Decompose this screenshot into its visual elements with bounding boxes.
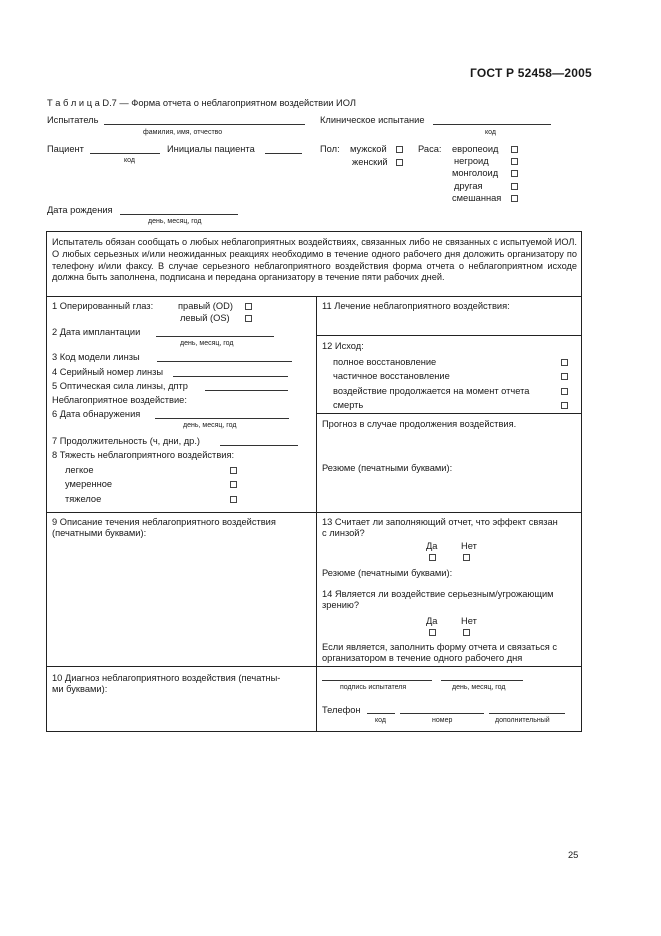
investigator-field[interactable] xyxy=(104,124,305,125)
q14-yes-label: Да xyxy=(426,616,438,626)
divider xyxy=(46,296,582,297)
severity-option: умеренное xyxy=(65,479,113,489)
lens-model-field[interactable] xyxy=(157,361,292,362)
eye-right-checkbox[interactable] xyxy=(245,303,252,310)
prognosis-label: Прогноз в случае продолжения воздействия. xyxy=(322,419,517,429)
signature-date-field[interactable] xyxy=(441,680,523,681)
initials-field[interactable] xyxy=(265,153,302,154)
eye-left-label: левый (OS) xyxy=(180,313,230,323)
q13-label-line1: 13 Считает ли заполняющий отчет, что эффект связан xyxy=(322,517,558,527)
if-yes-line1: Если является, заполнить форму отчета и связаться с xyxy=(322,642,557,652)
table-title: Т а б л и ц а D.7 — Форма отчета о неблагоприятном воздействии ИОЛ xyxy=(47,98,356,108)
q10-label-line2: ми буквами): xyxy=(52,684,108,694)
q8-label: 8 Тяжесть неблагоприятного воздействия: xyxy=(52,450,235,460)
q2-label: 2 Дата имплантации xyxy=(52,327,141,337)
dob-label: Дата рождения xyxy=(47,205,113,215)
race-checkbox[interactable] xyxy=(511,170,518,177)
divider xyxy=(316,413,582,414)
q6-hint: день, месяц, год xyxy=(183,422,237,429)
q14-label-line1: 14 Является ли воздействие серьезным/угрожающим xyxy=(322,589,554,599)
q13-no-checkbox[interactable] xyxy=(463,554,470,561)
phone-ext-field[interactable] xyxy=(489,713,565,714)
race-option: негроид xyxy=(454,156,489,166)
outcome-checkbox[interactable] xyxy=(561,359,568,366)
investigator-label: Испытатель xyxy=(47,115,99,125)
q14-no-label: Нет xyxy=(461,616,477,626)
standard-number: ГОСТ Р 52458—2005 xyxy=(470,66,592,80)
phone-ext-hint: дополнительный xyxy=(495,717,550,724)
eye-right-label: правый (OD) xyxy=(178,301,233,311)
q2-hint: день, месяц, год xyxy=(180,340,234,347)
q5-label: 5 Оптическая сила линзы, дптр xyxy=(52,381,188,391)
summary2-label: Резюме (печатными буквами): xyxy=(322,568,453,578)
phone-code-hint: код xyxy=(375,717,386,724)
q9-label-line1: 9 Описание течения неблагоприятного воздействия xyxy=(52,517,276,527)
outcome-option: частичное восстановление xyxy=(333,371,450,381)
q10-label-line1: 10 Диагноз неблагоприятного воздействия (печатны- xyxy=(52,673,281,683)
signature-field[interactable] xyxy=(322,680,432,681)
outcome-checkbox[interactable] xyxy=(561,388,568,395)
sex-male-label: мужской xyxy=(350,144,387,154)
outcome-checkbox[interactable] xyxy=(561,402,568,409)
dob-field[interactable] xyxy=(120,214,238,215)
race-checkbox[interactable] xyxy=(511,183,518,190)
divider xyxy=(46,666,316,667)
severity-option: тяжелое xyxy=(65,494,102,504)
signature-date-hint: день, месяц, год xyxy=(452,684,506,691)
severity-checkbox[interactable] xyxy=(230,481,237,488)
investigator-hint: фамилия, имя, отчество xyxy=(143,129,223,136)
q11-label: 11 Лечение неблагоприятного воздействия: xyxy=(322,301,510,311)
outcome-option: воздействие продолжается на момент отчета xyxy=(333,386,530,396)
severity-option: легкое xyxy=(65,465,94,475)
severity-checkbox[interactable] xyxy=(230,467,237,474)
trial-code-field[interactable] xyxy=(433,124,551,125)
phone-number-field[interactable] xyxy=(400,713,484,714)
detection-date-field[interactable] xyxy=(155,418,289,419)
q6-label: 6 Дата обнаружения xyxy=(52,409,141,419)
phone-label: Телефон xyxy=(322,705,361,715)
patient-hint: код xyxy=(124,157,135,164)
notice-text: Испытатель обязан сообщать о любых неблагоприятных воздействиях, связанных либо не связанных с испытуемой ИОЛ. О любых серьезных и/или неожиданных реакциях необходимо в течение одного рабочего дня доложить организатору по телефону и/или факсу. В случае серьезного неблагоприятного воздействия форма отчета о неблагоприятном исходе должна быть заполнена, подписана и передана организатору в течение пяти рабочих дней. xyxy=(52,237,577,283)
divider xyxy=(46,512,316,513)
q13-no-label: Нет xyxy=(461,541,477,551)
q12-label: 12 Исход: xyxy=(322,341,364,351)
if-yes-line2: организатором в течение одного рабочего дня xyxy=(322,653,523,663)
divider xyxy=(316,512,582,513)
sex-female-checkbox[interactable] xyxy=(396,159,403,166)
trial-hint: код xyxy=(485,129,496,136)
race-label: Раса: xyxy=(418,144,442,154)
patient-code-field[interactable] xyxy=(90,153,160,154)
trial-label: Клиническое испытание xyxy=(320,115,425,125)
serial-number-field[interactable] xyxy=(173,376,288,377)
duration-field[interactable] xyxy=(220,445,298,446)
q13-yes-label: Да xyxy=(426,541,438,551)
q4-label: 4 Серийный номер линзы xyxy=(52,367,164,377)
summary-label: Резюме (печатными буквами): xyxy=(322,463,453,473)
q9-label-line2: (печатными буквами): xyxy=(52,528,147,538)
race-option: смешанная xyxy=(452,193,502,203)
page-number: 25 xyxy=(568,850,579,860)
dob-hint: день, месяц, год xyxy=(148,218,202,225)
signature-hint: подпись испытателя xyxy=(340,684,407,691)
phone-number-hint: номер xyxy=(432,717,453,724)
initials-label: Инициалы пациента xyxy=(167,144,255,154)
q13-yes-checkbox[interactable] xyxy=(429,554,436,561)
patient-label: Пациент xyxy=(47,144,84,154)
outcome-option: смерть xyxy=(333,400,364,410)
divider xyxy=(316,666,582,667)
severity-checkbox[interactable] xyxy=(230,496,237,503)
lens-power-field[interactable] xyxy=(205,390,288,391)
q3-label: 3 Код модели линзы xyxy=(52,352,140,362)
implant-date-field[interactable] xyxy=(156,336,274,337)
q14-yes-checkbox[interactable] xyxy=(429,629,436,636)
outcome-option: полное восстановление xyxy=(333,357,437,367)
q14-no-checkbox[interactable] xyxy=(463,629,470,636)
race-option: другая xyxy=(454,181,483,191)
adverse-label: Неблагоприятное воздействие: xyxy=(52,395,187,405)
divider xyxy=(316,335,582,336)
q13-label-line2: с линзой? xyxy=(322,528,365,538)
outcome-checkbox[interactable] xyxy=(561,373,568,380)
q1-label: 1 Оперированный глаз: xyxy=(52,301,154,311)
eye-left-checkbox[interactable] xyxy=(245,315,252,322)
q14-label-line2: зрению? xyxy=(322,600,360,610)
race-option: европеоид xyxy=(452,144,499,154)
race-option: монголоид xyxy=(452,168,499,178)
q7-label: 7 Продолжительность (ч, дни, др.) xyxy=(52,436,201,446)
race-checkbox[interactable] xyxy=(511,146,518,153)
sex-male-checkbox[interactable] xyxy=(396,146,403,153)
sex-female-label: женский xyxy=(352,157,388,167)
sex-label: Пол: xyxy=(320,144,340,154)
race-checkbox[interactable] xyxy=(511,158,518,165)
race-checkbox[interactable] xyxy=(511,195,518,202)
phone-code-field[interactable] xyxy=(367,713,395,714)
